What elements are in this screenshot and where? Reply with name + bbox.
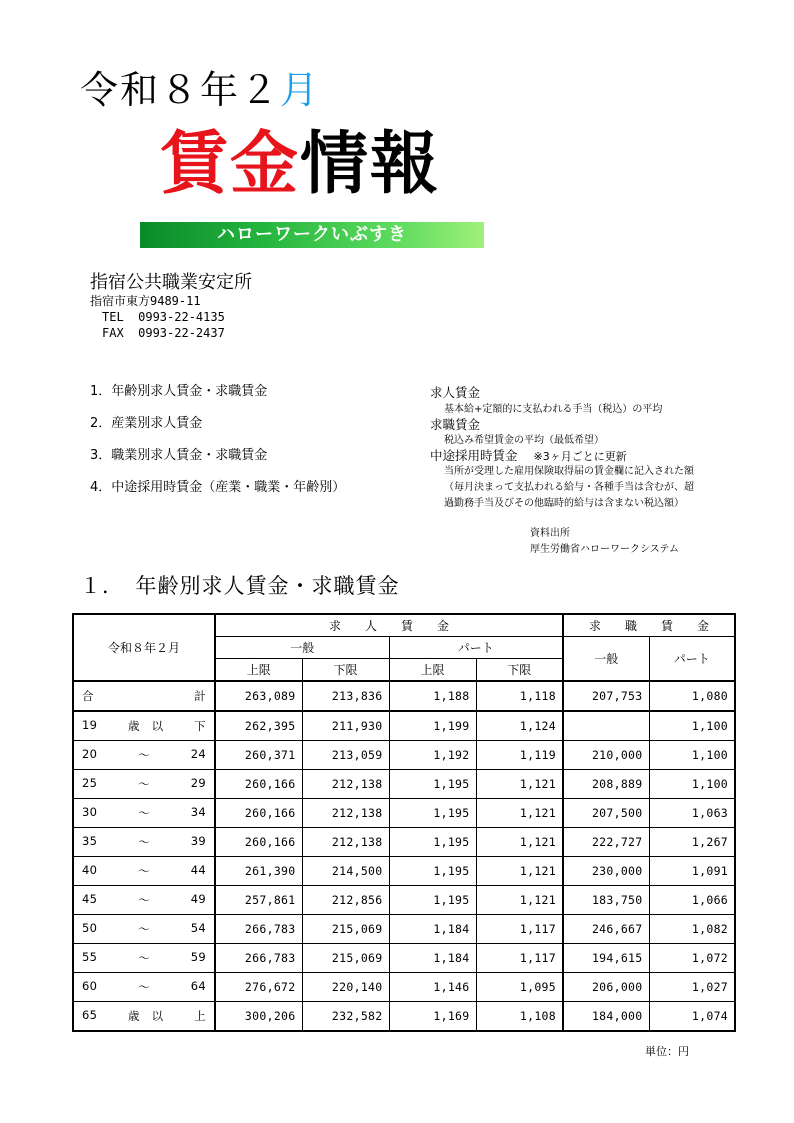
age-age-to: 34 [190,805,206,819]
table-row [73,915,735,944]
cell-job-general-upper: 260,166 [215,799,302,828]
age-age-to: 39 [190,834,206,848]
header-seeker-general: 一般 [563,637,649,682]
office-fax: FAX 0993-22-2437 [102,326,225,340]
age-cell [73,681,215,711]
cell-job-part-lower: 1,117 [476,944,563,973]
age-age-from: 35 [82,834,98,848]
cell-job-part-upper: 1,195 [389,770,476,799]
table-corner-label: 令和８年２月 [73,614,215,681]
cell-job-part-upper: 1,199 [389,711,476,741]
cell-seeker-part: 1,063 [649,799,735,828]
age-cell [73,799,215,828]
cell-seeker-general [563,711,649,741]
cell-seeker-general: 207,500 [563,799,649,828]
def-midcareer-title: 中途採用時賃金 ※3ヶ月ごとに更新 [430,448,627,463]
age-age-from: 25 [82,776,98,790]
age-age-to: 49 [190,892,206,906]
cell-seeker-part: 1,100 [649,741,735,770]
cell-job-general-lower: 220,140 [302,973,389,1002]
page-title [160,124,440,206]
cell-job-part-lower: 1,124 [476,711,563,741]
age-cell [73,828,215,857]
office-name: 指宿公共職業安定所 [90,272,252,293]
cell-job-part-lower: 1,095 [476,973,563,1002]
cell-job-general-upper: 266,783 [215,915,302,944]
age-age-to: 59 [190,950,206,964]
age-age-from: 合 [82,689,94,703]
cell-job-general-upper: 260,166 [215,770,302,799]
table-row [73,886,735,915]
cell-job-part-upper: 1,188 [389,681,476,711]
cell-job-general-lower: 213,059 [302,741,389,770]
toc-item-4: 4．中途採用時賃金（産業・職業・年齢別） [90,480,346,495]
def-job-wage-title: 求人賃金 [430,385,481,400]
toc-item-2: 2．産業別求人賃金 [90,416,203,431]
table-row [73,711,735,741]
age-cell [73,857,215,886]
age-sep: ～ [138,864,150,878]
age-age-to: 54 [190,921,206,935]
age-age-to: 上 [194,1009,206,1023]
cell-seeker-part: 1,091 [649,857,735,886]
age-age-from: 65 [82,1008,98,1022]
age-age-to: 29 [190,776,206,790]
office-tel: TEL 0993-22-4135 [102,310,225,324]
age-sep: ～ [138,980,150,994]
cell-job-part-upper: 1,195 [389,886,476,915]
issue-date [80,66,320,114]
def-job-wage-text: 基本給+定額的に支払われる手当（税込）の平均 [444,404,663,415]
cell-seeker-part: 1,066 [649,886,735,915]
cell-seeker-general: 208,889 [563,770,649,799]
cell-job-general-upper: 263,089 [215,681,302,711]
table-row [73,681,735,711]
age-age-from: 19 [82,718,98,732]
def-midcareer-text-2: （毎月決まって支払われる給与・各種手当は含むが、超 [444,482,694,493]
age-sep: ～ [138,922,150,936]
age-age-to: 計 [194,689,206,703]
cell-seeker-general: 183,750 [563,886,649,915]
age-age-from: 50 [82,921,98,935]
age-sep: ～ [138,951,150,965]
age-sep: ～ [138,835,150,849]
unit-note: 単位：円 [645,1045,689,1058]
header-job-part: パート [389,637,563,659]
cell-seeker-general: 246,667 [563,915,649,944]
age-cell [73,711,215,741]
def-midcareer-text-3: 過勤務手当及びその他臨時的給与は含まない税込額） [444,498,684,509]
table-row [73,973,735,1002]
cell-seeker-general: 207,753 [563,681,649,711]
source-label: 資料出所 [530,528,570,539]
cell-seeker-part: 1,027 [649,973,735,1002]
source-text: 厚生労働省ハローワークシステム [530,544,679,555]
wage-table [72,613,736,1032]
cell-seeker-general: 230,000 [563,857,649,886]
cell-job-general-lower: 212,138 [302,770,389,799]
cell-job-part-upper: 1,184 [389,944,476,973]
cell-job-general-lower: 232,582 [302,1002,389,1032]
age-sep: ～ [138,893,150,907]
cell-seeker-general: 222,727 [563,828,649,857]
cell-job-part-upper: 1,169 [389,1002,476,1032]
age-age-to: 64 [190,979,206,993]
cell-job-general-lower: 215,069 [302,944,389,973]
cell-job-part-upper: 1,195 [389,857,476,886]
cell-job-part-upper: 1,195 [389,828,476,857]
header-general-lower: 下限 [302,659,389,682]
table-row [73,1002,735,1032]
age-age-from: 55 [82,950,98,964]
age-cell [73,886,215,915]
cell-seeker-part: 1,072 [649,944,735,973]
cell-job-general-upper: 262,395 [215,711,302,741]
cell-seeker-part: 1,267 [649,828,735,857]
cell-job-part-lower: 1,121 [476,799,563,828]
cell-seeker-general: 206,000 [563,973,649,1002]
office-address: 指宿市東方9489-11 [90,294,201,308]
table-row [73,944,735,973]
age-age-from: 45 [82,892,98,906]
table-row [73,741,735,770]
cell-job-general-lower: 214,500 [302,857,389,886]
cell-job-part-lower: 1,118 [476,681,563,711]
cell-job-part-upper: 1,146 [389,973,476,1002]
table-row [73,799,735,828]
cell-seeker-general: 194,615 [563,944,649,973]
cell-seeker-part: 1,082 [649,915,735,944]
age-age-from: 30 [82,805,98,819]
cell-job-general-lower: 212,138 [302,799,389,828]
age-sep: 歳 以 [128,719,164,733]
header-seeker-wage: 求 職 賃 金 [563,614,735,637]
table-row [73,857,735,886]
cell-job-general-upper: 300,206 [215,1002,302,1032]
age-sep: ～ [138,777,150,791]
title-wage: 賃金 [160,125,301,204]
cell-job-general-lower: 211,930 [302,711,389,741]
cell-job-general-upper: 266,783 [215,944,302,973]
cell-job-general-lower: 213,836 [302,681,389,711]
cell-seeker-part: 1,100 [649,770,735,799]
age-age-to: 44 [190,863,206,877]
age-cell [73,915,215,944]
cell-seeker-part: 1,080 [649,681,735,711]
date-prefix: 令和８年２ [80,68,281,112]
cell-seeker-part: 1,100 [649,711,735,741]
cell-job-part-upper: 1,192 [389,741,476,770]
age-age-from: 60 [82,979,98,993]
cell-job-part-upper: 1,195 [389,799,476,828]
age-sep: 歳 以 [128,1009,164,1023]
cell-job-general-upper: 276,672 [215,973,302,1002]
cell-job-general-upper: 261,390 [215,857,302,886]
cell-seeker-general: 210,000 [563,741,649,770]
header-general-upper: 上限 [215,659,302,682]
cell-job-general-upper: 260,166 [215,828,302,857]
age-cell [73,1002,215,1032]
cell-job-general-lower: 212,138 [302,828,389,857]
office-banner: ハローワークいぶすき [140,222,484,248]
cell-job-part-lower: 1,108 [476,1002,563,1032]
age-age-to: 24 [190,747,206,761]
age-age-from: 20 [82,747,98,761]
cell-job-general-lower: 215,069 [302,915,389,944]
def-midcareer-text-1: 当所が受理した雇用保険取得届の賃金欄に記入された額 [444,466,694,477]
cell-job-general-upper: 260,371 [215,741,302,770]
cell-job-part-lower: 1,121 [476,857,563,886]
cell-job-general-upper: 257,861 [215,886,302,915]
header-seeker-part: パート [649,637,735,682]
cell-seeker-part: 1,074 [649,1002,735,1032]
title-info: 情報 [300,125,441,204]
cell-job-part-lower: 1,121 [476,770,563,799]
age-cell [73,770,215,799]
age-age-to: 下 [194,719,206,733]
section-heading: １． 年齢別求人賃金・求職賃金 [80,574,400,598]
header-job-general: 一般 [215,637,389,659]
def-seeker-wage-text: 税込み希望賃金の平均（最低希望） [444,435,604,446]
age-age-from: 40 [82,863,98,877]
cell-job-part-lower: 1,121 [476,828,563,857]
header-part-upper: 上限 [389,659,476,682]
table-row [73,770,735,799]
cell-job-part-lower: 1,117 [476,915,563,944]
header-job-wage: 求 人 賃 金 [215,614,563,637]
toc-item-1: 1．年齢別求人賃金・求職賃金 [90,384,268,399]
age-sep: ～ [138,748,150,762]
age-cell [73,973,215,1002]
cell-job-part-lower: 1,121 [476,886,563,915]
header-part-lower: 下限 [476,659,563,682]
age-cell [73,944,215,973]
cell-job-part-lower: 1,119 [476,741,563,770]
date-month: 月 [280,68,321,112]
def-midcareer-note: ※3ヶ月ごとに更新 [533,450,627,463]
table-row [73,828,735,857]
def-seeker-wage-title: 求職賃金 [430,417,481,432]
age-cell [73,741,215,770]
cell-seeker-general: 184,000 [563,1002,649,1032]
cell-job-part-upper: 1,184 [389,915,476,944]
age-sep: ～ [138,806,150,820]
toc-item-3: 3．職業別求人賃金・求職賃金 [90,448,268,463]
cell-job-general-lower: 212,856 [302,886,389,915]
